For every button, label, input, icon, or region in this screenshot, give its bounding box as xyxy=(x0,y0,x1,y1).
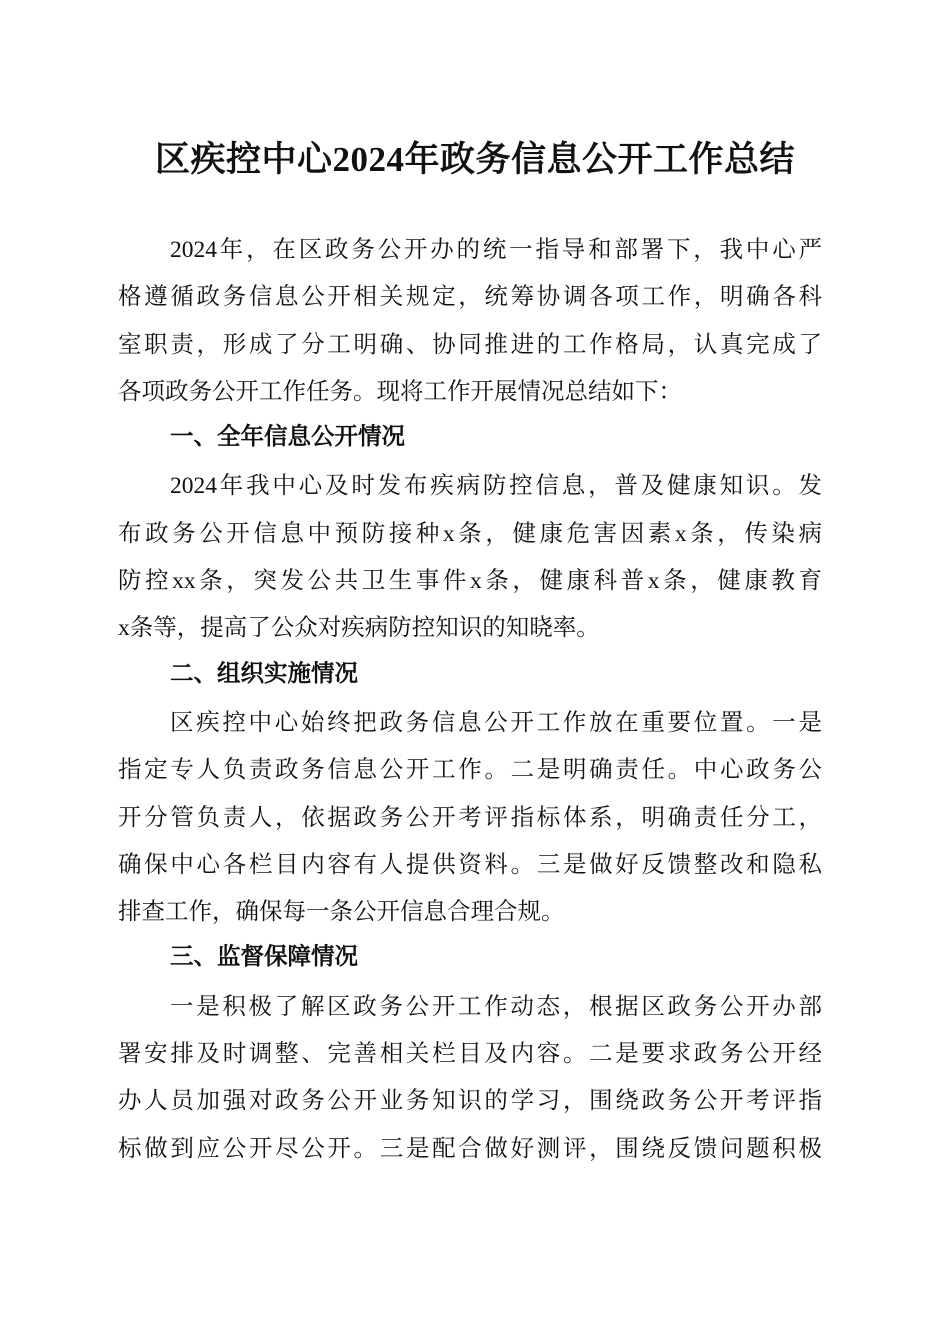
text-line: 指定专人负责政务信息公开工作。二是明确责任。中心政务公 xyxy=(118,757,822,784)
paragraph xyxy=(118,227,822,416)
section-heading: 二、组织实施情况 xyxy=(170,658,358,687)
text-line: 办人员加强对政务公开业务知识的学习，围绕政务公开考评指 xyxy=(118,1088,822,1115)
text-line: 2024年我中心及时发布疾病防控信息，普及健康知识。发 xyxy=(170,473,822,500)
document-body xyxy=(118,227,822,1173)
text-line: x条等，提高了公众对疾病防控知识的知晓率。 xyxy=(118,615,600,642)
text-line: 2024年，在区政务公开办的统一指导和部署下，我中心严 xyxy=(170,237,822,263)
text-line: 区疾控中心始终把政务信息公开工作放在重要位置。一是 xyxy=(170,709,822,736)
text-line: 布政务公开信息中预防接种x条，健康危害因素x条，传染病 xyxy=(118,520,822,547)
text-line: 标做到应公开尽公开。三是配合做好测评，围绕反馈问题积极 xyxy=(118,1135,822,1162)
document-title: 区疾控中心2024年政务信息公开工作总结 xyxy=(154,140,795,179)
text-line: 开分管负责人，依据政务公开考评指标体系，明确责任分工， xyxy=(118,804,822,831)
text-line: 确保中心各栏目内容有人提供资料。三是做好反馈整改和隐私 xyxy=(118,851,822,878)
paragraph xyxy=(118,463,822,652)
text-line: 防控xx条，突发公共卫生事件x条，健康科普x条，健康教育 xyxy=(118,568,822,595)
paragraph xyxy=(118,984,822,1173)
text-line: 各项政务公开工作任务。现将工作开展情况总结如下： xyxy=(118,378,682,405)
section-heading: 一、全年信息公开情况 xyxy=(170,422,405,451)
text-line: 格遵循政务信息公开相关规定，统筹协调各项工作，明确各科 xyxy=(118,284,822,311)
text-line: 排查工作，确保每一条公开信息合理合规。 xyxy=(118,899,565,926)
section-heading: 三、监督保障情况 xyxy=(170,942,358,971)
paragraph xyxy=(118,700,822,936)
text-line: 一是积极了解区政务公开工作动态，根据区政务公开办部 xyxy=(170,993,822,1020)
text-line: 署安排及时调整、完善相关栏目及内容。二是要求政务公开经 xyxy=(118,1041,822,1068)
text-line: 室职责，形成了分工明确、协同推进的工作格局，认真完成了 xyxy=(118,331,822,358)
